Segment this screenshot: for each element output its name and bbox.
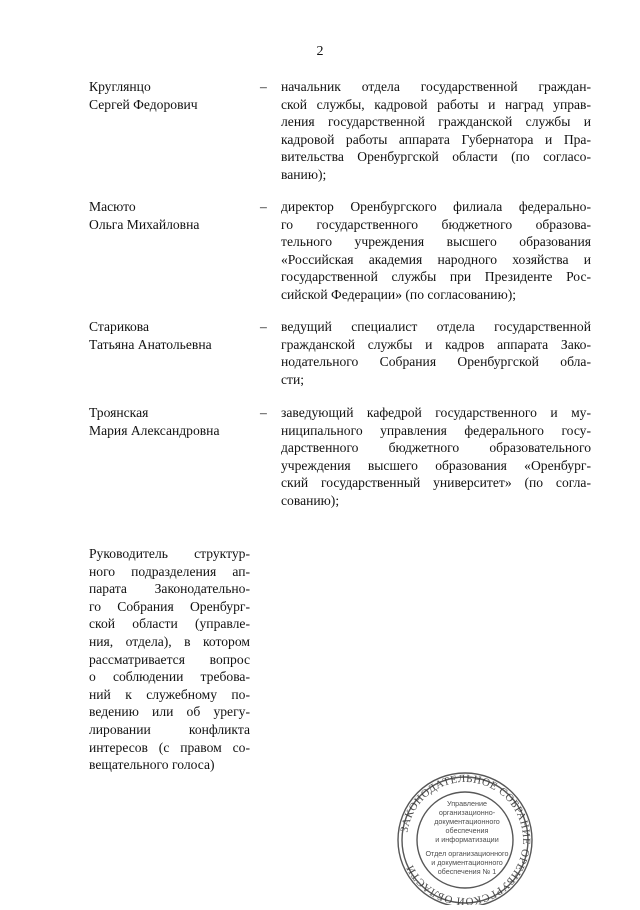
desc-line: ской службы, кадровой работы и наград управ- (281, 96, 591, 112)
desc-line: го государственного бюджетного образова- (281, 216, 591, 232)
desc-line: «Российская академия народного хозяйства и (281, 251, 591, 267)
member-name (89, 404, 249, 439)
note-line: ния, отдела), в котором (89, 633, 250, 649)
member-description (281, 198, 591, 304)
desc-line: заведующий кафедрой государственного и му- (281, 405, 591, 420)
desc-line: ления государственной гражданской службы и (281, 114, 591, 130)
note-line: парата Законодательно- (89, 581, 250, 597)
desc-line: государственной службы при Президенте Рос- (281, 269, 591, 285)
stamp-inner-line: Управление (447, 799, 487, 808)
dash: – (260, 319, 267, 334)
member-description (281, 404, 591, 510)
note-line: вещательного голоса) (89, 757, 215, 773)
note-line: ний к служебному по- (89, 686, 250, 702)
stamp-inner-line: Отдел организационного (425, 849, 509, 858)
note-line: ведению или об урегу- (89, 704, 250, 720)
desc-line: ский государственный университет» (по согла- (281, 475, 591, 491)
name-line: Старикова (89, 319, 150, 334)
desc-line: кадровой работы аппарата Губернатора и Пра- (281, 131, 591, 147)
member-name (89, 78, 249, 113)
stamp-seal-icon (395, 770, 535, 905)
note-line: лировании конфликта (89, 721, 250, 737)
desc-line: вительства Оренбургской области (по согласо- (281, 149, 591, 165)
desc-line: учреждения высшего образования «Оренбург- (281, 457, 591, 473)
name-line: Троянская (89, 405, 149, 420)
member-name (89, 198, 249, 233)
desc-line: сти; (281, 371, 305, 387)
desc-line: тельного учреждения высшего образования (281, 234, 591, 250)
member-description (281, 318, 591, 388)
stamp-ring-text: ЗАКОНОДАТЕЛЬНОЕ СОБРАНИЕ ОРЕНБУРГСКОЙ ОБЛАСТИ (398, 772, 533, 905)
advisory-member-note (89, 545, 250, 774)
note-line: о соблюдении требова- (89, 669, 250, 685)
dash: – (260, 199, 267, 214)
page-number: 2 (316, 44, 324, 59)
stamp-inner-line: обеспечения (445, 826, 489, 835)
stamp-inner-line: организационно- (438, 808, 496, 817)
note-line: го Собрания Оренбург- (89, 598, 250, 614)
name-line: Масюто (89, 199, 136, 214)
note-line: рассматривается вопрос (89, 651, 250, 667)
note-line: Руководитель структур- (89, 546, 250, 561)
note-line: ской области (управле- (89, 616, 250, 632)
desc-line: гражданской службы и кадров аппарата Зако- (281, 336, 591, 352)
desc-line: сийской Федерации» (по согласованию); (281, 286, 517, 302)
stamp-inner-line: документационного (434, 817, 500, 826)
stamp-inner-line: и документационного (431, 858, 503, 867)
official-stamp (395, 770, 535, 905)
note-line: интересов (с правом со- (89, 739, 250, 755)
dash: – (260, 79, 267, 94)
stamp-inner-line: обеспечения № 1 (437, 867, 497, 876)
name-line: Круглянцо (89, 79, 151, 94)
dash: – (260, 405, 267, 420)
desc-line: нодательного Собрания Оренбургской обла- (281, 354, 591, 370)
desc-line: сованию); (281, 492, 340, 508)
name-line: Татьяна Анатольевна (89, 336, 212, 352)
stamp-inner-line: и информатизации (435, 835, 499, 844)
member-name (89, 318, 249, 353)
name-line: Ольга Михайловна (89, 216, 200, 232)
desc-line: ведущий специалист отдела государственной (281, 319, 591, 334)
desc-line: начальник отдела государственной граждан- (281, 79, 591, 94)
desc-line: директор Оренбургского филиала федерально- (281, 199, 591, 214)
desc-line: ниципального управления федерального госу- (281, 422, 591, 438)
note-line: ного подразделения ап- (89, 563, 250, 579)
desc-line: дарственного бюджетного образовательного (281, 440, 591, 456)
member-description (281, 78, 591, 184)
desc-line: ванию); (281, 166, 327, 182)
name-line: Сергей Федорович (89, 96, 198, 112)
name-line: Мария Александровна (89, 422, 220, 438)
